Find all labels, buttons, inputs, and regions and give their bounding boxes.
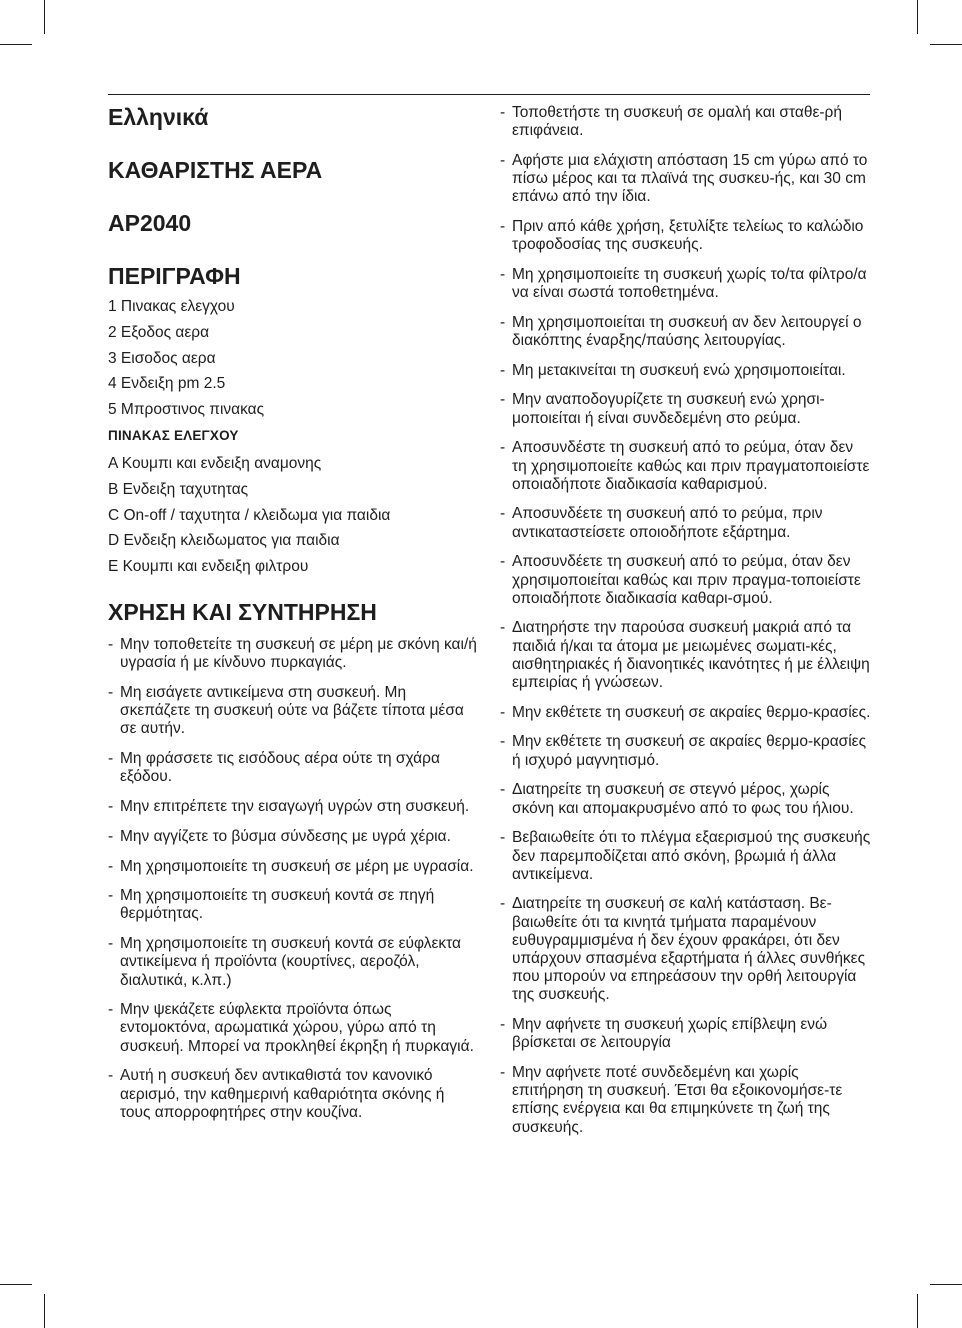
list-item xyxy=(500,619,872,692)
list-item xyxy=(500,362,872,380)
list-item: 2 Εξοδος αερα xyxy=(108,323,210,341)
list-item xyxy=(108,798,478,816)
list-item-text: Μην εκθέτετε τη συσκευή σε ακραίες θερμο-κρασίες. xyxy=(512,703,871,721)
list-item: 1 Πινακας ελεγχου xyxy=(108,298,235,315)
bullet-dash: - xyxy=(108,935,114,953)
list-item-text: Μη εισάγετε αντικείμενα στη συσκευή. Μη σκεπάζετε τη συσκευή ούτε να βάζετε τίποτα μέσα σε αυτήν. xyxy=(120,684,464,738)
list-item-text: Μη φράσσετε τις εισόδους αέρα ούτε τη σχάρα εξόδου. xyxy=(120,750,440,786)
list-item xyxy=(500,1064,872,1137)
list-item xyxy=(500,266,872,302)
parts-list xyxy=(108,298,478,419)
list-item xyxy=(500,553,872,608)
crop-mark xyxy=(917,0,918,34)
bullet-dash: - xyxy=(500,439,506,457)
list-item-text: Αποσυνδέστε τη συσκευή από το ρεύμα, όταν δεν τη χρησιμοποιείτε καθώς και πριν πραγματοποιείστε οποιαδήποτε διαδικασία καθαρισμού. xyxy=(512,439,870,493)
bullet-dash: - xyxy=(500,829,506,847)
list-item xyxy=(500,218,872,254)
list-item xyxy=(500,733,872,769)
bullet-dash: - xyxy=(500,1016,506,1034)
language-heading: Ελληνικά xyxy=(108,104,209,130)
list-item: B Ενδειξη ταχυτητας xyxy=(108,480,249,498)
bullet-dash: - xyxy=(500,104,506,121)
bullet-dash: - xyxy=(500,619,506,637)
list-item-text: Διατηρήστε την παρούσα συσκευή μακριά από τα παιδιά ή/και τα άτομα με μειωμένες σωματι-κές, αισθητηριακές ή διανοητικές ικανότητες ή με έλλειψη εμπειρίας ή γνώσεων. xyxy=(512,619,870,692)
bullet-dash: - xyxy=(500,151,506,169)
list-item: 3 Εισοδος αερα xyxy=(108,349,216,367)
list-item xyxy=(108,684,478,739)
list-item-text: Αποσυνδέετε τη συσκευή από το ρεύμα, όταν δεν χρησιμοποιείται καθώς και πριν πραγμα-τοποιείστε οποιαδήποτε διαδικασία καθαρι-σμού. xyxy=(512,553,861,607)
list-item xyxy=(108,1067,478,1122)
list-item-text: Μην αφήνετε τη συσκευή χωρίς επίβλεψη ενώ βρίσκεται σε λειτουργία xyxy=(512,1016,828,1052)
list-item xyxy=(108,887,478,923)
list-item-text: Αυτή η συσκευή δεν αντικαθιστά τον κανονικό αερισμό, την καθημερινή καθαριότητα σκόνης ή τους απορροφητήρες στην κουζίνα. xyxy=(120,1067,445,1121)
list-item-text: Διατηρείτε τη συσκευή σε καλή κατάσταση. Βε-βαιωθείτε ότι τα κινητά τμήματα παραμένουν ευθυγραμμισμένα ή δεν έχουν φρακάρει, ότι δεν υπάρχουν σπασμένα εξαρτήματα ή άλλες συνθήκες που μπορούν να επηρεάσουν την ορθή λειτουργία της συσκευής. xyxy=(512,895,866,1004)
bullet-dash: - xyxy=(500,391,506,409)
crop-mark xyxy=(0,1284,32,1285)
bullet-dash: - xyxy=(500,265,506,283)
crop-mark xyxy=(44,0,45,34)
list-item: E Κουμπι και ενδειξη φιλτρου xyxy=(108,558,309,576)
crop-mark xyxy=(0,44,32,45)
bullet-dash: - xyxy=(108,750,114,768)
list-item-text: Μην τοποθετείτε τη συσκευή σε μέρη με σκόνη και/ή υγρασία ή με κίνδυνο πυρκαγιάς. xyxy=(120,636,477,672)
list-item xyxy=(500,314,872,350)
list-item: 4 Ενδειξη pm 2.5 xyxy=(108,375,226,393)
warnings-left-list xyxy=(108,636,478,1122)
list-item xyxy=(500,829,872,884)
list-item xyxy=(500,104,872,140)
crop-mark xyxy=(930,1284,962,1285)
list-item xyxy=(108,636,478,672)
left-column xyxy=(108,103,478,1133)
product-title: ΚΑΘΑΡΙΣΤΗΣ ΑΕΡΑ xyxy=(108,157,323,183)
crop-mark xyxy=(44,1294,45,1328)
list-item-text: Μη χρησιμοποιείτε τη συσκευή χωρίς το/τα φίλτρο/α να είναι σωστά τοποθετημένα. xyxy=(512,265,867,302)
list-item: A Κουμπι και ενδειξη αναμονης xyxy=(108,454,322,472)
list-item-text: Μη χρησιμοποιείτε τη συσκευή σε μέρη με υγρασία. xyxy=(120,857,474,875)
list-item: C On-off / ταχυτητα / κλειδωμα για παιδια xyxy=(108,506,391,524)
bullet-dash: - xyxy=(108,684,114,702)
list-item: D Ενδειξη κλειδωματος για παιδια xyxy=(108,532,340,550)
model-heading: AP2040 xyxy=(108,210,192,236)
list-item-text: Μη χρησιμοποιείτε τη συσκευή κοντά σε εύφλεκτα αντικείμενα ή προϊόντα (κουρτίνες, αεροζόλ, διαλυτικά, κ.λπ.) xyxy=(120,935,462,989)
bullet-dash: - xyxy=(500,703,506,721)
bullet-dash: - xyxy=(108,636,114,654)
bullet-dash: - xyxy=(500,505,506,523)
list-item xyxy=(500,704,872,722)
list-item-text: Αφήστε μια ελάχιστη απόσταση 15 cm γύρω από το πίσω μέρος και τα πλαϊνά της συσκευ-ής, και 30 cm επάνω από την ίδια. xyxy=(512,151,868,206)
list-item xyxy=(108,1001,478,1056)
right-column xyxy=(500,104,872,1148)
list-item-text: Πριν από κάθε χρήση, ξετυλίξτε τελείως το καλώδιο τροφοδοσίας της συσκευής. xyxy=(512,218,864,254)
bullet-dash: - xyxy=(108,1001,114,1019)
bullet-dash: - xyxy=(500,361,506,379)
list-item-text: Μην ψεκάζετε εύφλεκτα προϊόντα όπως εντομοκτόνα, αρωματικά χώρου, γύρω από τη συσκευή. Μπορεί να προκληθεί έκρηξη ή πυρκαγιά. xyxy=(120,1001,474,1055)
bullet-dash: - xyxy=(500,895,506,913)
list-item-text: Τοποθετήστε τη συσκευή σε ομαλή και σταθε-ρή επιφάνεια. xyxy=(512,104,842,140)
list-item xyxy=(500,391,872,427)
list-item-text: Διατηρείτε τη συσκευή σε στεγνό μέρος, χωρίς σκόνη και απομακρυσμένο από το φως του ήλιου. xyxy=(512,781,854,817)
control-panel-heading: ΠΙΝΑΚΑΣ ΕΛΕΓΧΟΥ xyxy=(108,427,239,443)
list-item xyxy=(500,439,872,494)
bullet-dash: - xyxy=(500,781,506,799)
list-item-text: Μην εκθέτετε τη συσκευή σε ακραίες θερμο-κρασίες ή ισχυρό μαγνητισμό. xyxy=(512,733,867,769)
list-item xyxy=(108,750,478,786)
list-item xyxy=(500,152,872,207)
list-item xyxy=(500,505,872,541)
list-item-text: Μη χρησιμοποιείται τη συσκευή αν δεν λειτουργεί ο διακόπτης έναρξης/παύσης λειτουργίας. xyxy=(512,313,862,350)
controls-list xyxy=(108,455,478,576)
top-rule xyxy=(108,94,870,95)
list-item: 5 Μπροστινος πινακας xyxy=(108,401,265,419)
bullet-dash: - xyxy=(500,553,506,571)
crop-mark xyxy=(930,44,962,45)
list-item xyxy=(500,781,872,817)
crop-mark xyxy=(917,1294,918,1328)
list-item-text: Βεβαιωθείτε ότι το πλέγμα εξαερισμού της συσκευής δεν παρεμποδίζεται από σκόνη, βρωμιά ή άλλα αντικείμενα. xyxy=(512,829,871,883)
bullet-dash: - xyxy=(500,1064,506,1082)
list-item-text: Αποσυνδέετε τη συσκευή από το ρεύμα, πριν αντικαταστείσετε οποιοδήποτε εξάρτημα. xyxy=(512,505,823,541)
list-item-text: Μην επιτρέπετε την εισαγωγή υγρών στη συσκευή. xyxy=(120,798,470,816)
bullet-dash: - xyxy=(500,733,506,751)
list-item xyxy=(108,858,478,876)
bullet-dash: - xyxy=(108,798,114,816)
bullet-dash: - xyxy=(108,827,114,845)
list-item-text: Μην αναποδογυρίζετε τη συσκευή ενώ χρησι-μοποιείται ή είναι συνδεδεμένη στο ρεύμα. xyxy=(512,391,825,427)
bullet-dash: - xyxy=(500,313,506,331)
list-item-text: Μη χρησιμοποιείτε τη συσκευή κοντά σε πηγή θερμότητας. xyxy=(120,887,435,923)
list-item xyxy=(500,895,872,1004)
list-item-text: Μην αφήνετε ποτέ συνδεδεμένη και χωρίς επιτήρηση τη συσκευή. Έτσι θα εξοικονομήσε-τε επίσης ενέργεια και θα επιμηκύνετε τη ζωή της συσκευής. xyxy=(512,1064,843,1136)
warnings-right-list xyxy=(500,104,872,1137)
bullet-dash: - xyxy=(500,218,506,236)
list-item xyxy=(108,828,478,846)
description-heading: ΠΕΡΙΓΡΑΦΗ xyxy=(108,263,241,289)
bullet-dash: - xyxy=(108,1067,114,1085)
list-item xyxy=(500,1016,872,1052)
list-item xyxy=(108,935,478,990)
use-maintenance-heading: ΧΡΗΣΗ ΚΑΙ ΣΥΝΤΗΡΗΣΗ xyxy=(108,599,377,626)
bullet-dash: - xyxy=(108,887,114,905)
list-item-text: Μη μετακινείται τη συσκευή ενώ χρησιμοποιείται. xyxy=(512,361,846,379)
bullet-dash: - xyxy=(108,857,114,875)
list-item-text: Μην αγγίζετε το βύσμα σύνδεσης με υγρά χέρια. xyxy=(120,827,451,845)
